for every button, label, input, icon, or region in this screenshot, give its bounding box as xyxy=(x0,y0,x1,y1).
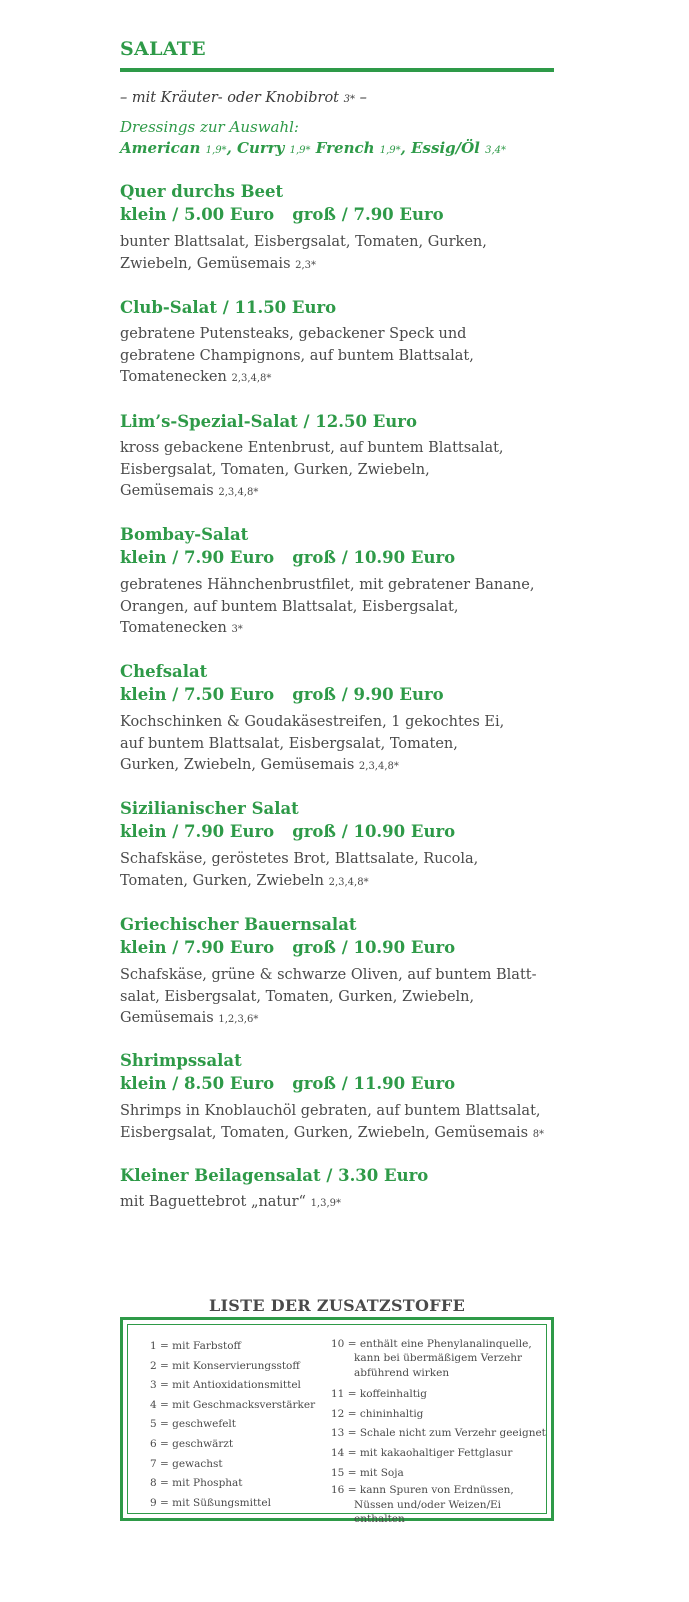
description-line xyxy=(120,575,560,597)
dish-name: Griechischer Bauernsalat xyxy=(120,915,357,934)
price-row xyxy=(120,820,560,844)
dish-name: Quer durchs Beet xyxy=(120,182,284,201)
additive-codes: 8* xyxy=(532,1128,545,1140)
dish-description xyxy=(120,438,560,504)
description-text: Eisbergsalat, Tomaten, Gurken, Zwiebeln, Gemüsemais xyxy=(120,1124,529,1141)
additive-item: 6 = geschwärzt xyxy=(150,1437,234,1450)
price-row xyxy=(120,683,560,707)
additive-item: 14 = mit kakaohaltiger Fettglasur xyxy=(331,1447,513,1459)
dressing-name: , Curry xyxy=(226,139,285,157)
price-large: groß / 7.90 Euro xyxy=(292,205,444,224)
dish-description xyxy=(120,712,560,778)
additive-item: 11 = koffeinhaltig xyxy=(331,1388,427,1401)
description-text: Zwiebeln, Gemüsemais xyxy=(120,255,291,272)
description-line xyxy=(120,460,560,482)
description-line xyxy=(120,1123,560,1146)
dish-name: Kleiner Beilagensalat / 3.30 Euro xyxy=(120,1166,429,1185)
price-row xyxy=(120,936,560,960)
description-line xyxy=(120,597,560,619)
dish-item xyxy=(120,913,560,1031)
description-line xyxy=(120,755,560,778)
price-small: klein / 8.50 Euro xyxy=(120,1074,275,1093)
description-line xyxy=(120,324,560,346)
dish-item xyxy=(120,1164,560,1215)
dressing-sup: 1,9* xyxy=(289,145,311,156)
additives-left-column xyxy=(150,1337,315,1513)
description-text: Kochschinken & Goudakäsestreifen, 1 gekochtes Ei, xyxy=(120,714,505,730)
description-line xyxy=(120,438,560,460)
description-text: Tomatenecken xyxy=(120,369,227,385)
description-line xyxy=(120,232,560,254)
price-row xyxy=(120,546,560,570)
description-text: Schafskäse, geröstetes Brot, Blattsalate, Rucola, xyxy=(120,851,479,867)
description-line xyxy=(120,1192,560,1215)
additive-codes: 2,3,4,8* xyxy=(231,373,272,384)
price-large: groß / 9.90 Euro xyxy=(292,685,444,704)
dressing-sup: 1,9* xyxy=(205,145,227,156)
price-row xyxy=(120,203,560,227)
dish-description xyxy=(120,575,560,641)
dressings-label: Dressings zur Auswahl: xyxy=(120,118,299,136)
description-text: Gurken, Zwiebeln, Gemüsemais xyxy=(120,757,355,773)
dressings-list xyxy=(120,139,506,157)
additives-box xyxy=(120,1317,554,1525)
additive-codes: 3* xyxy=(231,624,243,635)
description-text: Tomatenecken xyxy=(120,620,227,636)
additive-item: 15 = mit Soja xyxy=(331,1466,404,1479)
additives-inner-border xyxy=(127,1324,547,1525)
description-text: Gemüsemais xyxy=(120,1010,214,1026)
description-text: bunter Blattsalat, Eisbergsalat, Tomaten, Gurken, xyxy=(120,234,487,250)
dish-item xyxy=(120,797,560,893)
dish-description xyxy=(120,232,560,276)
dish-item xyxy=(120,296,560,390)
description-line xyxy=(120,346,560,368)
additive-item: 12 = chininhaltig xyxy=(331,1407,424,1420)
additive-item: 10 = enthält eine Phenylanalinquelle, kann bei übermäßigem Verzehr abführend wirken xyxy=(331,1338,532,1379)
description-line xyxy=(120,367,560,390)
additive-item: 9 = mit Süßungsmittel xyxy=(150,1496,271,1509)
additive-item: 7 = gewachst xyxy=(150,1457,223,1470)
description-text: Schafskäse, grüne & schwarze Oliven, auf buntem Blatt- xyxy=(120,967,537,983)
dish-description xyxy=(120,849,560,893)
description-text: mit Baguettebrot „natur“ xyxy=(120,1194,306,1210)
price-large: groß / 10.90 Euro xyxy=(292,938,456,957)
intro-line xyxy=(120,90,367,106)
dish-item xyxy=(120,1049,560,1145)
description-text: gebratenes Hähnchenbrustfilet, mit gebratener Banane, xyxy=(120,577,535,593)
dressing-name: American xyxy=(120,139,201,157)
description-line xyxy=(120,734,560,756)
description-text: auf buntem Blattsalat, Eisbergsalat, Tomaten, xyxy=(120,735,458,752)
description-text: gebratene Putensteaks, gebackener Speck und xyxy=(120,326,467,342)
description-text: Tomaten, Gurken, Zwiebeln xyxy=(120,872,324,889)
description-line xyxy=(120,712,560,734)
additive-codes: 2,3,4,8* xyxy=(218,487,259,498)
additive-item: 16 = kann Spuren von Erdnüssen, Nüssen und/oder Weizen/Ei enthalten xyxy=(331,1484,514,1525)
dish-name: Bombay-Salat xyxy=(120,525,249,544)
price-large: groß / 10.90 Euro xyxy=(292,822,456,841)
additive-item: 13 = Schale nicht zum Verzehr geeignet xyxy=(331,1427,546,1440)
additives-right-column xyxy=(331,1337,546,1531)
additive-item: 5 = geschwefelt xyxy=(150,1418,236,1431)
description-text: Orangen, auf buntem Blattsalat, Eisbergsalat, xyxy=(120,598,459,615)
dish-description xyxy=(120,1192,560,1215)
description-line xyxy=(120,618,560,641)
additive-item: 4 = mit Geschmacksverstärker xyxy=(150,1398,316,1411)
price-large: groß / 10.90 Euro xyxy=(292,548,456,567)
price-small: klein / 7.90 Euro xyxy=(120,822,275,841)
dish-description xyxy=(120,324,560,390)
dressing-name: , Essig/Öl xyxy=(400,139,480,157)
intro-end: – xyxy=(359,90,367,106)
description-line xyxy=(120,1008,560,1031)
description-line xyxy=(120,987,560,1009)
dressing-name: French xyxy=(315,139,375,157)
description-text: Shrimps in Knoblauchöl gebraten, auf buntem Blattsalat, xyxy=(120,1103,541,1119)
additives-title: LISTE DER ZUSATZSTOFFE xyxy=(208,1296,466,1315)
additive-item: 1 = mit Farbstoff xyxy=(150,1340,241,1352)
dish-name: Club-Salat / 11.50 Euro xyxy=(120,298,337,317)
additive-codes: 2,3,4,8* xyxy=(328,876,369,888)
additive-item: 2 = mit Konservierungsstoff xyxy=(150,1359,300,1372)
description-line xyxy=(120,965,560,987)
price-small: klein / 7.90 Euro xyxy=(120,938,275,957)
additive-codes: 1,3,9* xyxy=(310,1198,342,1209)
dish-name: Chefsalat xyxy=(120,662,208,681)
title-divider xyxy=(120,68,554,72)
intro-sup: 3* xyxy=(343,94,355,105)
dish-item xyxy=(120,410,560,504)
dish-description xyxy=(120,1101,560,1145)
section-title: SALATE xyxy=(120,38,206,60)
additive-item: 3 = mit Antioxidationsmittel xyxy=(150,1379,301,1392)
intro-text: – mit Kräuter- oder Knobibrot xyxy=(120,90,340,106)
price-large: groß / 11.90 Euro xyxy=(292,1074,456,1093)
dish-item xyxy=(120,660,560,778)
description-line xyxy=(120,849,560,871)
description-line xyxy=(120,871,560,894)
additive-codes: 1,2,3,6* xyxy=(218,1014,259,1025)
description-text: Eisbergsalat, Tomaten, Gurken, Zwiebeln, xyxy=(120,461,430,478)
description-text: salat, Eisbergsalat, Tomaten, Gurken, Zwiebeln, xyxy=(120,988,475,1005)
description-line xyxy=(120,1101,560,1123)
dish-name: Sizilianischer Salat xyxy=(120,799,299,818)
price-row xyxy=(120,1072,560,1096)
dish-item xyxy=(120,180,560,276)
description-line xyxy=(120,254,560,277)
description-text: Gemüsemais xyxy=(120,483,214,499)
price-small: klein / 7.90 Euro xyxy=(120,548,275,567)
dish-description xyxy=(120,965,560,1031)
dressing-sup: 1,9* xyxy=(379,145,401,156)
price-small: klein / 5.00 Euro xyxy=(120,205,275,224)
additive-codes: 2,3* xyxy=(295,259,317,271)
dressing-sup: 3,4* xyxy=(485,145,507,156)
additive-codes: 2,3,4,8* xyxy=(358,761,399,772)
description-line xyxy=(120,481,560,504)
price-small: klein / 7.50 Euro xyxy=(120,685,275,704)
description-text: gebratene Champignons, auf buntem Blattsalat, xyxy=(120,347,474,364)
dish-item xyxy=(120,523,560,641)
description-text: kross gebackene Entenbrust, auf buntem Blattsalat, xyxy=(120,440,504,456)
additive-item: 8 = mit Phosphat xyxy=(150,1477,243,1490)
dish-name: Lim’s-Spezial-Salat / 12.50 Euro xyxy=(120,412,417,431)
dish-name: Shrimpssalat xyxy=(120,1051,242,1070)
